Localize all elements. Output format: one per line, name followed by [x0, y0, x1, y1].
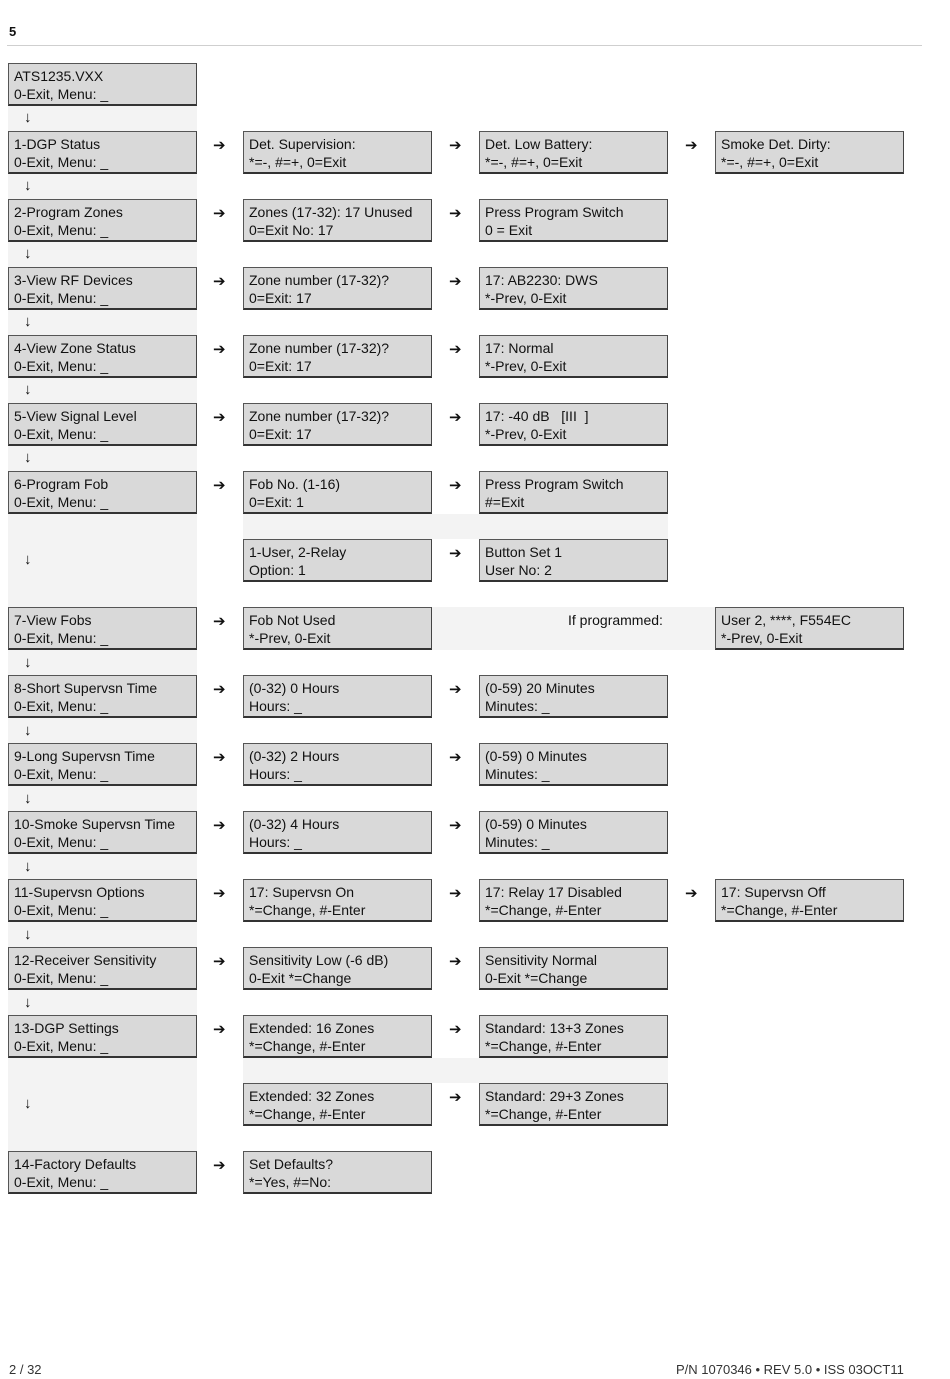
- right-arrow-icon: ➔: [449, 341, 462, 358]
- step-box-line-1: (0-59) 0 Minutes: [485, 816, 587, 832]
- step-box: [715, 879, 904, 922]
- step-box-line-2: *-Prev, 0-Exit: [485, 289, 567, 306]
- step-box: [479, 1083, 668, 1126]
- down-arrow-icon: ↓: [24, 1095, 32, 1112]
- step-box: [479, 879, 668, 922]
- right-arrow-icon: ➔: [213, 205, 226, 222]
- step-box-line-2: Minutes: _: [485, 765, 550, 782]
- right-arrow-icon: ➔: [449, 817, 462, 834]
- menu-box-line-1: 5-View Signal Level: [14, 408, 137, 424]
- right-arrow-icon: ➔: [213, 409, 226, 426]
- step-box-line-2: *=Change, #-Enter: [485, 1037, 602, 1054]
- step-box: [243, 539, 432, 582]
- step-box-line-1: 17: Supervsn On: [249, 884, 355, 900]
- down-arrow-icon: ↓: [24, 994, 32, 1011]
- step-box-line-1: Press Program Switch: [485, 204, 624, 220]
- menu-box-line-2: 0-Exit, Menu: _: [14, 629, 109, 646]
- step-box: [479, 947, 668, 990]
- step-box: [479, 471, 668, 514]
- step-box-line-1: Fob No. (1-16): [249, 476, 341, 492]
- right-arrow-icon: ➔: [213, 817, 226, 834]
- step-box: [479, 267, 668, 310]
- down-arrow-icon: ↓: [24, 245, 32, 262]
- down-arrow-icon: ↓: [24, 926, 32, 943]
- right-arrow-icon: ➔: [213, 137, 226, 154]
- right-arrow-icon: ➔: [685, 885, 698, 902]
- step-box-line-2: *-Prev, 0-Exit: [485, 357, 567, 374]
- step-box-line-1: Zone number (17-32)?: [249, 340, 390, 356]
- entry-menu-box-line-1: ATS1235.VXX: [14, 68, 104, 84]
- right-arrow-icon: ➔: [449, 1089, 462, 1106]
- menu-box: [8, 199, 197, 242]
- dgp-sub-strip: [243, 1058, 668, 1083]
- step-box-line-1: Extended: 32 Zones: [249, 1088, 375, 1104]
- step-box-line-2: *-Prev, 0-Exit: [721, 629, 803, 646]
- menu-box-line-1: 2-Program Zones: [14, 204, 123, 220]
- step-box-line-1: 17: -40 dB [III ]: [485, 408, 589, 424]
- menu-box-line-2: 0-Exit, Menu: _: [14, 1173, 109, 1190]
- step-box-line-1: 17: Normal: [485, 340, 554, 356]
- menu-box-line-2: 0-Exit, Menu: _: [14, 697, 109, 714]
- right-arrow-icon: ➔: [213, 341, 226, 358]
- step-box-line-2: 0=Exit: 1: [249, 493, 304, 510]
- menu-box-line-1: 8-Short Supervsn Time: [14, 680, 158, 696]
- step-box: [479, 131, 668, 174]
- step-box-line-2: User No: 2: [485, 561, 552, 578]
- step-box-line-2: 0-Exit *=Change: [249, 969, 352, 986]
- right-arrow-icon: ➔: [449, 885, 462, 902]
- down-arrow-icon: ↓: [24, 381, 32, 398]
- right-arrow-icon: ➔: [213, 273, 226, 290]
- step-box-line-2: *=-, #=+, 0=Exit: [721, 153, 819, 170]
- step-box: [243, 879, 432, 922]
- step-box: [243, 403, 432, 446]
- step-box-line-1: Fob Not Used: [249, 612, 336, 628]
- step-box: [243, 199, 432, 242]
- menu-box-line-1: 11-Supervsn Options: [14, 884, 145, 900]
- step-box-line-2: *=-, #=+, 0=Exit: [485, 153, 583, 170]
- step-box-line-1: Zones (17-32): 17 Unused: [249, 204, 413, 220]
- step-box-line-1: 17: Supervsn Off: [721, 884, 826, 900]
- step-box-line-1: Press Program Switch: [485, 476, 624, 492]
- fob-sub-strip: [243, 514, 668, 539]
- menu-box-line-1: 3-View RF Devices: [14, 272, 133, 288]
- menu-box: [8, 335, 197, 378]
- menu-box: [8, 675, 197, 718]
- entry-menu-box: [8, 63, 197, 106]
- menu-box-line-2: 0-Exit, Menu: _: [14, 969, 109, 986]
- menu-box: [8, 879, 197, 922]
- right-arrow-icon: ➔: [685, 137, 698, 154]
- step-box: [479, 675, 668, 718]
- menu-box-line-1: 9-Long Supervsn Time: [14, 748, 155, 764]
- step-box-line-2: *=Change, #-Enter: [721, 901, 838, 918]
- step-box-line-1: (0-32) 0 Hours: [249, 680, 340, 696]
- menu-box-line-1: 1-DGP Status: [14, 136, 101, 152]
- step-box-line-2: *=-, #=+, 0=Exit: [249, 153, 347, 170]
- menu-box: [8, 743, 197, 786]
- step-box-line-2: Hours: _: [249, 697, 302, 714]
- step-box-line-1: Sensitivity Low (-6 dB): [249, 952, 389, 968]
- down-arrow-icon: ↓: [24, 551, 32, 568]
- step-box-line-2: *-Prev, 0-Exit: [249, 629, 331, 646]
- step-box: [479, 1015, 668, 1058]
- menu-box-line-2: 0-Exit, Menu: _: [14, 289, 109, 306]
- step-box-line-2: 0=Exit: 17: [249, 357, 312, 374]
- step-box-line-2: Option: 1: [249, 561, 306, 578]
- footer-part-number: P/N 1070346 • REV 5.0 • ISS 03OCT11: [676, 1362, 904, 1377]
- down-arrow-icon: ↓: [24, 654, 32, 671]
- step-box-line-1: Smoke Det. Dirty:: [721, 136, 831, 152]
- step-box: [243, 1015, 432, 1058]
- right-arrow-icon: ➔: [449, 477, 462, 494]
- step-box-line-2: 0=Exit: 17: [249, 289, 312, 306]
- down-arrow-icon: ↓: [24, 177, 32, 194]
- menu-box: [8, 267, 197, 310]
- menu-box-line-2: 0-Exit, Menu: _: [14, 1037, 109, 1054]
- step-box: [715, 607, 904, 650]
- menu-box: [8, 1151, 197, 1194]
- down-arrow-icon: ↓: [24, 790, 32, 807]
- step-box: [243, 607, 432, 650]
- step-box: [715, 131, 904, 174]
- step-box-line-2: 0-Exit *=Change: [485, 969, 588, 986]
- down-arrow-icon: ↓: [24, 449, 32, 466]
- menu-box: [8, 811, 197, 854]
- step-box-line-2: *=Yes, #=No:: [249, 1173, 331, 1190]
- menu-box-line-2: 0-Exit, Menu: _: [14, 153, 109, 170]
- menu-box-line-2: 0-Exit, Menu: _: [14, 425, 109, 442]
- menu-box-line-1: 6-Program Fob: [14, 476, 109, 492]
- step-box: [243, 743, 432, 786]
- step-box: [243, 471, 432, 514]
- step-box: [243, 1083, 432, 1126]
- menu-box-line-2: 0-Exit, Menu: _: [14, 357, 109, 374]
- step-box-line-1: Standard: 29+3 Zones: [485, 1088, 624, 1104]
- right-arrow-icon: ➔: [213, 749, 226, 766]
- right-arrow-icon: ➔: [449, 409, 462, 426]
- right-arrow-icon: ➔: [213, 613, 226, 630]
- menu-box-line-1: 13-DGP Settings: [14, 1020, 119, 1036]
- menu-box-line-1: 10-Smoke Supervsn Time: [14, 816, 176, 832]
- step-box-line-1: Standard: 13+3 Zones: [485, 1020, 624, 1036]
- right-arrow-icon: ➔: [213, 477, 226, 494]
- step-box-line-2: *=Change, #-Enter: [249, 1037, 366, 1054]
- header-divider: [7, 45, 922, 46]
- step-box: [243, 131, 432, 174]
- menu-box: [8, 471, 197, 514]
- step-box-line-1: Zone number (17-32)?: [249, 408, 390, 424]
- menu-box-line-1: 12-Receiver Sensitivity: [14, 952, 157, 968]
- step-box-line-2: 0=Exit: 17: [249, 425, 312, 442]
- step-box-line-2: Minutes: _: [485, 697, 550, 714]
- step-box-line-1: Det. Low Battery:: [485, 136, 593, 152]
- right-arrow-icon: ➔: [449, 749, 462, 766]
- step-box-line-1: User 2, ****, F554EC: [721, 612, 851, 628]
- step-box-line-1: (0-59) 20 Minutes: [485, 680, 595, 696]
- menu-box-line-2: 0-Exit, Menu: _: [14, 765, 109, 782]
- step-box-line-2: 0=Exit No: 17: [249, 221, 334, 238]
- right-arrow-icon: ➔: [213, 681, 226, 698]
- step-box-line-1: Extended: 16 Zones: [249, 1020, 375, 1036]
- right-arrow-icon: ➔: [213, 953, 226, 970]
- menu-box-line-1: 4-View Zone Status: [14, 340, 136, 356]
- down-arrow-icon: ↓: [24, 858, 32, 875]
- step-box-line-2: 0 = Exit: [485, 221, 533, 238]
- menu-box: [8, 1015, 197, 1058]
- step-box: [479, 811, 668, 854]
- step-box: [243, 335, 432, 378]
- right-arrow-icon: ➔: [213, 1157, 226, 1174]
- step-box-line-2: *=Change, #-Enter: [485, 901, 602, 918]
- step-box-line-2: *=Change, #-Enter: [485, 1105, 602, 1122]
- down-arrow-icon: ↓: [24, 109, 32, 126]
- step-box-line-1: 17: Relay 17 Disabled: [485, 884, 622, 900]
- menu-box: [8, 607, 197, 650]
- step-box: [243, 811, 432, 854]
- right-arrow-icon: ➔: [449, 205, 462, 222]
- step-box-line-2: #=Exit: [485, 493, 525, 510]
- down-arrow-icon: ↓: [24, 313, 32, 330]
- right-arrow-icon: ➔: [213, 885, 226, 902]
- step-box: [243, 267, 432, 310]
- step-box-line-1: 1-User, 2-Relay: [249, 544, 347, 560]
- right-arrow-icon: ➔: [449, 953, 462, 970]
- page-number: 5: [9, 24, 17, 39]
- footer-page: 2 / 32: [9, 1362, 42, 1377]
- right-arrow-icon: ➔: [449, 681, 462, 698]
- step-box: [243, 947, 432, 990]
- step-box-line-2: Minutes: _: [485, 833, 550, 850]
- step-box-line-1: (0-32) 2 Hours: [249, 748, 340, 764]
- step-box-line-2: Hours: _: [249, 833, 302, 850]
- step-box: [243, 675, 432, 718]
- step-box-line-1: Set Defaults?: [249, 1156, 334, 1172]
- if-programmed-note: If programmed:: [568, 612, 663, 628]
- step-box: [479, 743, 668, 786]
- right-arrow-icon: ➔: [449, 137, 462, 154]
- menu-box-line-2: 0-Exit, Menu: _: [14, 901, 109, 918]
- menu-box-line-2: 0-Exit, Menu: _: [14, 221, 109, 238]
- step-box-line-2: *=Change, #-Enter: [249, 1105, 366, 1122]
- down-arrow-icon: ↓: [24, 722, 32, 739]
- step-box-line-1: (0-32) 4 Hours: [249, 816, 340, 832]
- step-box-line-1: Zone number (17-32)?: [249, 272, 390, 288]
- menu-box: [8, 403, 197, 446]
- step-box-line-2: *-Prev, 0-Exit: [485, 425, 567, 442]
- menu-box: [8, 131, 197, 174]
- step-box-line-1: Button Set 1: [485, 544, 563, 560]
- step-box: [479, 539, 668, 582]
- right-arrow-icon: ➔: [449, 545, 462, 562]
- step-box-line-2: *=Change, #-Enter: [249, 901, 366, 918]
- step-box-line-1: (0-59) 0 Minutes: [485, 748, 587, 764]
- step-box-line-1: Sensitivity Normal: [485, 952, 598, 968]
- entry-menu-box-line-2: 0-Exit, Menu: _: [14, 85, 109, 102]
- right-arrow-icon: ➔: [449, 273, 462, 290]
- step-box: [479, 335, 668, 378]
- step-box-line-1: Det. Supervision:: [249, 136, 356, 152]
- step-box: [479, 403, 668, 446]
- step-box: [479, 199, 668, 242]
- step-box-line-2: Hours: _: [249, 765, 302, 782]
- menu-box-line-1: 7-View Fobs: [14, 612, 92, 628]
- step-box: [243, 1151, 432, 1194]
- menu-box-line-2: 0-Exit, Menu: _: [14, 493, 109, 510]
- menu-box-line-1: 14-Factory Defaults: [14, 1156, 137, 1172]
- menu-box: [8, 947, 197, 990]
- step-box-line-1: 17: AB2230: DWS: [485, 272, 598, 288]
- menu-box-line-2: 0-Exit, Menu: _: [14, 833, 109, 850]
- right-arrow-icon: ➔: [449, 1021, 462, 1038]
- right-arrow-icon: ➔: [213, 1021, 226, 1038]
